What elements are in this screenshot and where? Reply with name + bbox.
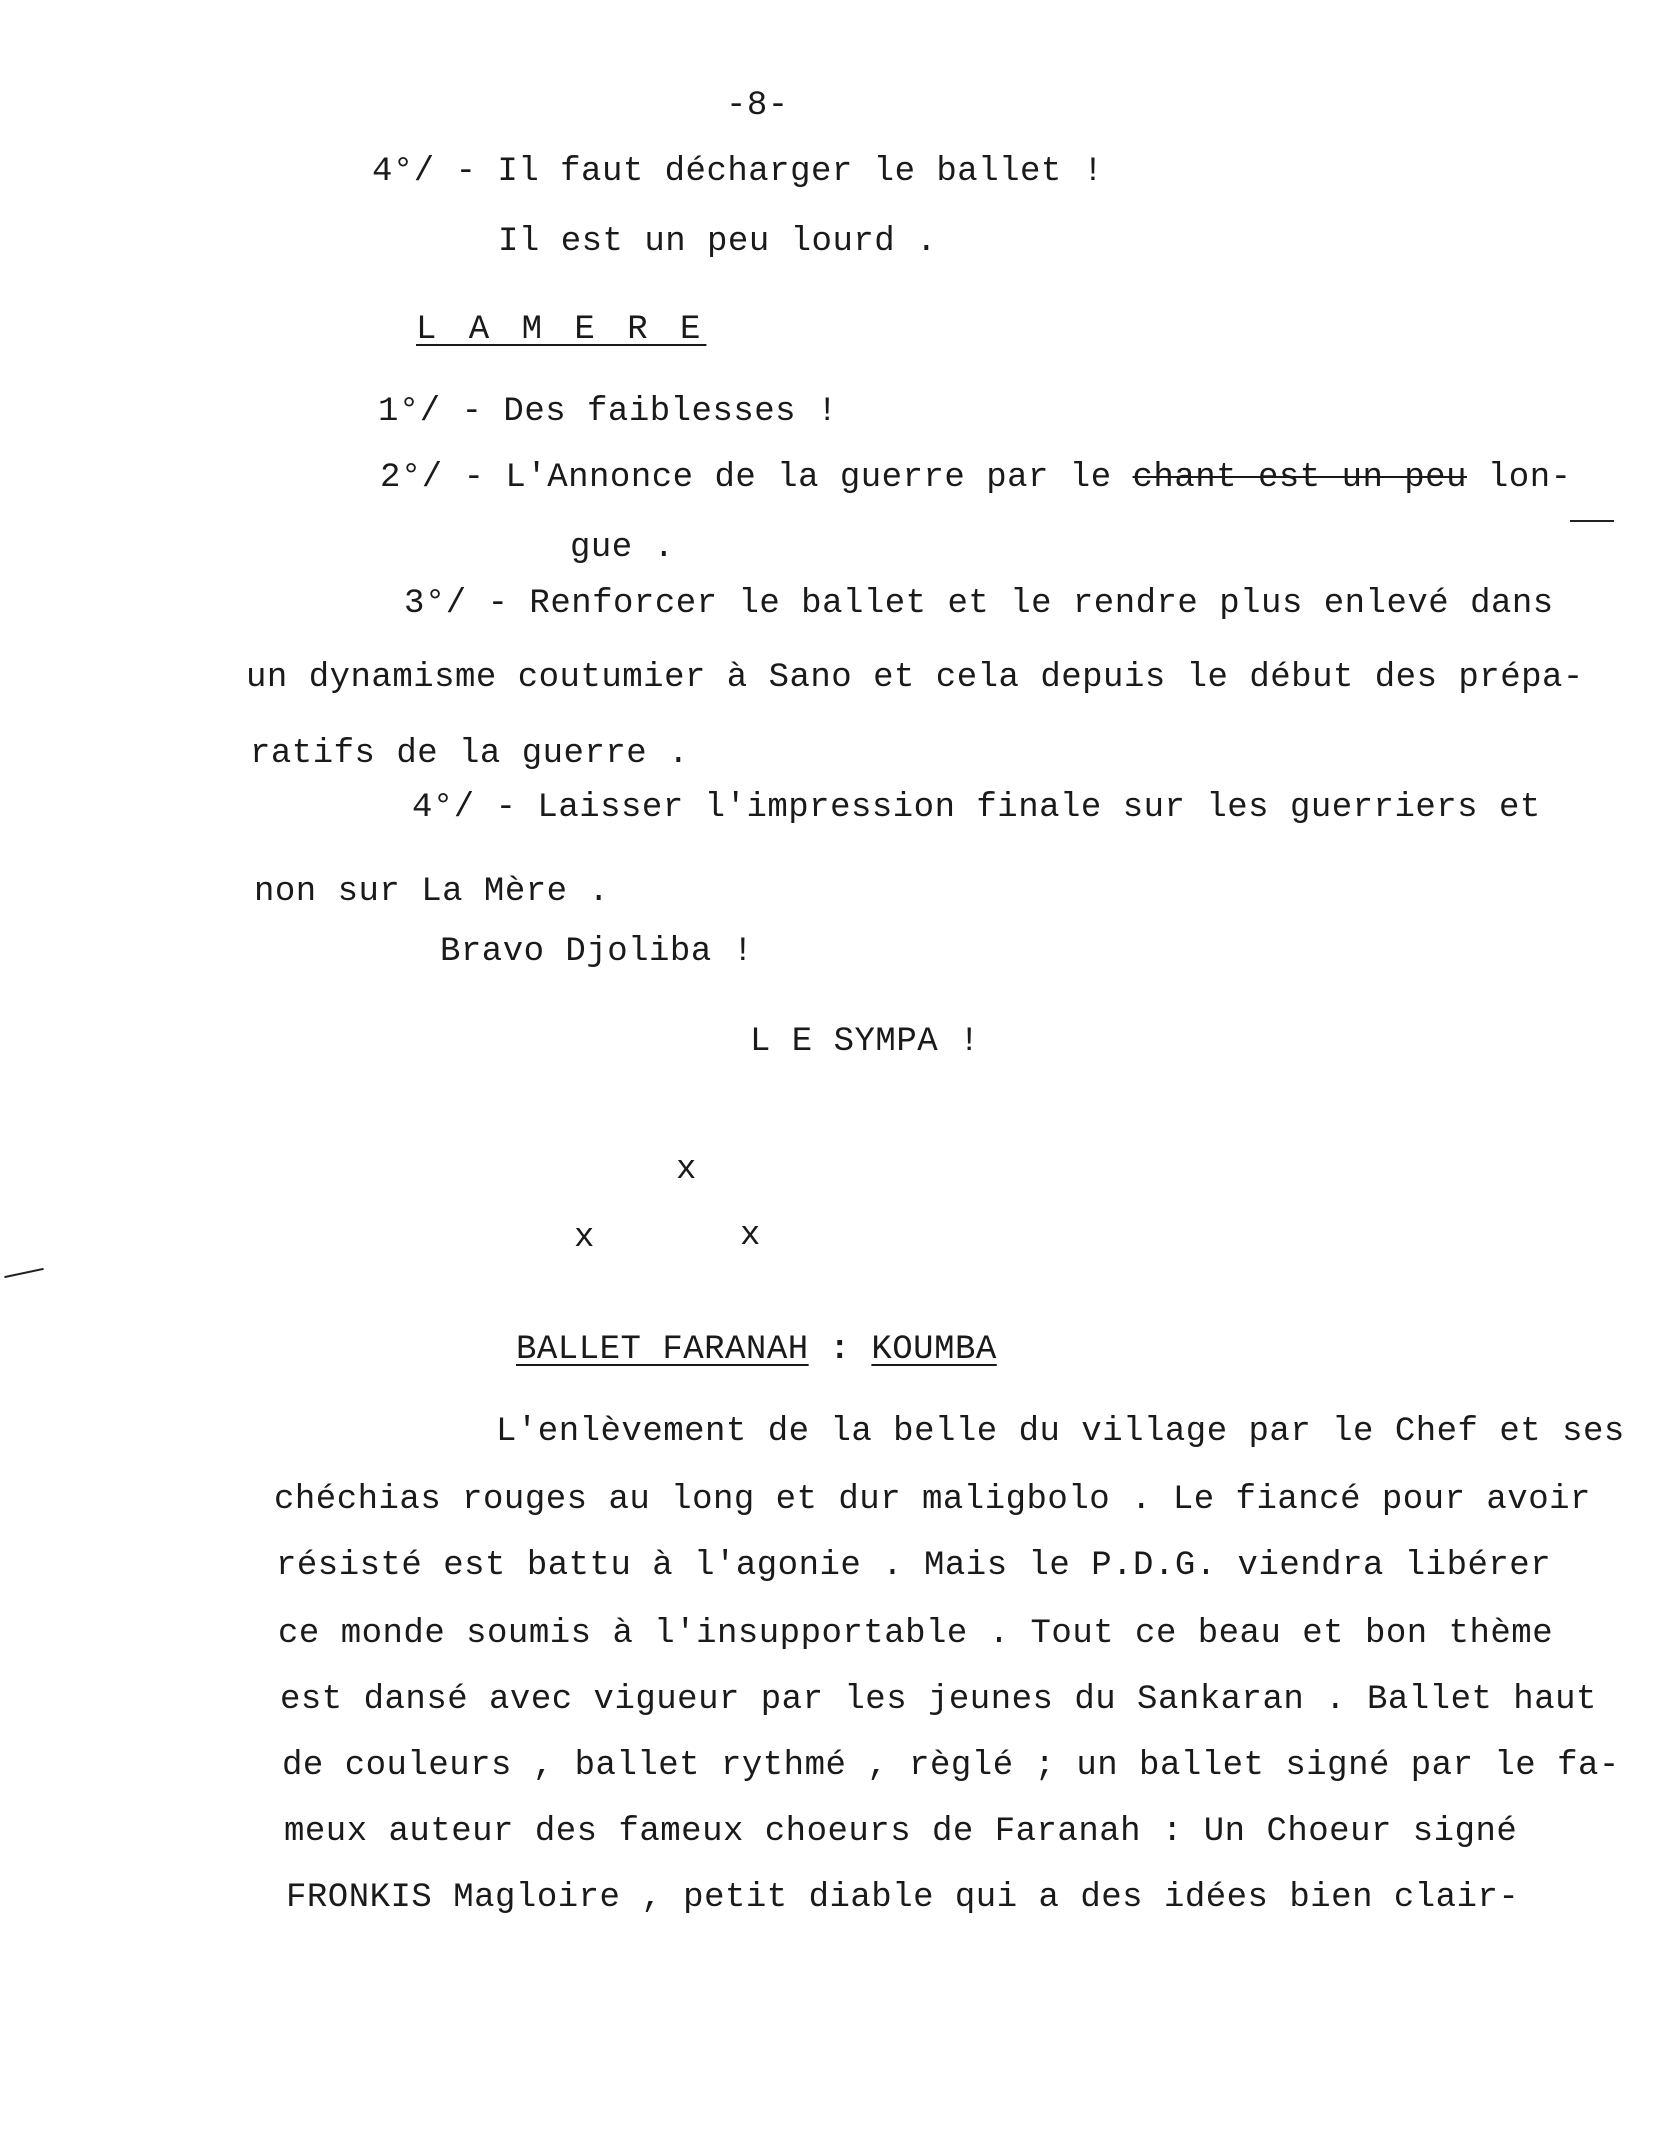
mere-item-3-line-3: ratifs de la guerre . [250,735,689,773]
section-heading-ballet-faranah [516,1330,997,1370]
paragraph-line-3: résisté est battu à l'agonie . Mais le P.D.G. viendra libérer [276,1547,1552,1585]
mere-item-4-line-1: 4°/ - Laisser l'impression finale sur les guerriers et [412,789,1541,827]
mere-item-2-struck-text: chant est un peu [1132,459,1467,497]
paragraph-line-2: chéchias rouges au long et dur maligbolo . Le fiancé pour avoir [274,1481,1591,1519]
paragraph-line-6: de couleurs , ballet rythmé , règlé ; un ballet signé par le fa- [282,1747,1620,1785]
paragraph-line-1: L'enlèvement de la belle du village par le Chef et ses [496,1413,1625,1451]
heading-koumba: KOUMBA [871,1331,997,1369]
item-4-line-2: Il est un peu lourd . [498,223,937,261]
mere-item-2-prefix: 2°/ - L'Annonce de la guerre par le [380,459,1133,497]
mere-item-2 [380,458,1572,498]
signature-le-sympa: L E SYMPA ! [750,1023,980,1061]
separator-x-left: x [574,1219,595,1257]
mere-item-3-line-2: un dynamisme coutumier à Sano et cela depuis le début des prépa- [246,659,1584,697]
item-4-line-1 [372,152,1104,192]
paragraph-line-8: FRONKIS Magloire , petit diable qui a des idées bien clair- [286,1879,1520,1917]
separator-x-top: x [676,1151,697,1189]
section-heading-la-mere: L A M E R E [416,311,707,349]
heading-ballet-faranah: BALLET FARANAH [516,1331,809,1369]
mere-item-3-line-1: 3°/ - Renforcer le ballet et le rendre plus enlevé dans [404,585,1554,623]
mere-item-2-suffix: lon- [1466,459,1572,497]
scan-mark-right [1570,520,1614,522]
mere-item-2-continuation: gue . [570,529,675,567]
page-number: -8- [726,87,789,125]
paragraph-line-7: meux auteur des fameux choeurs de Faranah : Un Choeur signé [284,1813,1518,1851]
paragraph-line-5: est dansé avec vigueur par les jeunes du Sankaran . Ballet haut [280,1681,1597,1719]
scan-mark-left [4,1268,44,1278]
paragraph-line-4: ce monde soumis à l'insupportable . Tout ce beau et bon thème [278,1615,1554,1653]
item-4-prefix: 4°/ - [372,153,498,191]
closing-bravo: Bravo Djoliba ! [440,933,754,971]
mere-item-4-line-2: non sur La Mère . [254,873,610,911]
separator-x-right: x [740,1217,761,1255]
mere-item-1: 1°/ - Des faiblesses ! [378,393,838,431]
heading-separator: : [808,1331,872,1369]
item-4-text: Il faut décharger le ballet ! [497,153,1104,191]
